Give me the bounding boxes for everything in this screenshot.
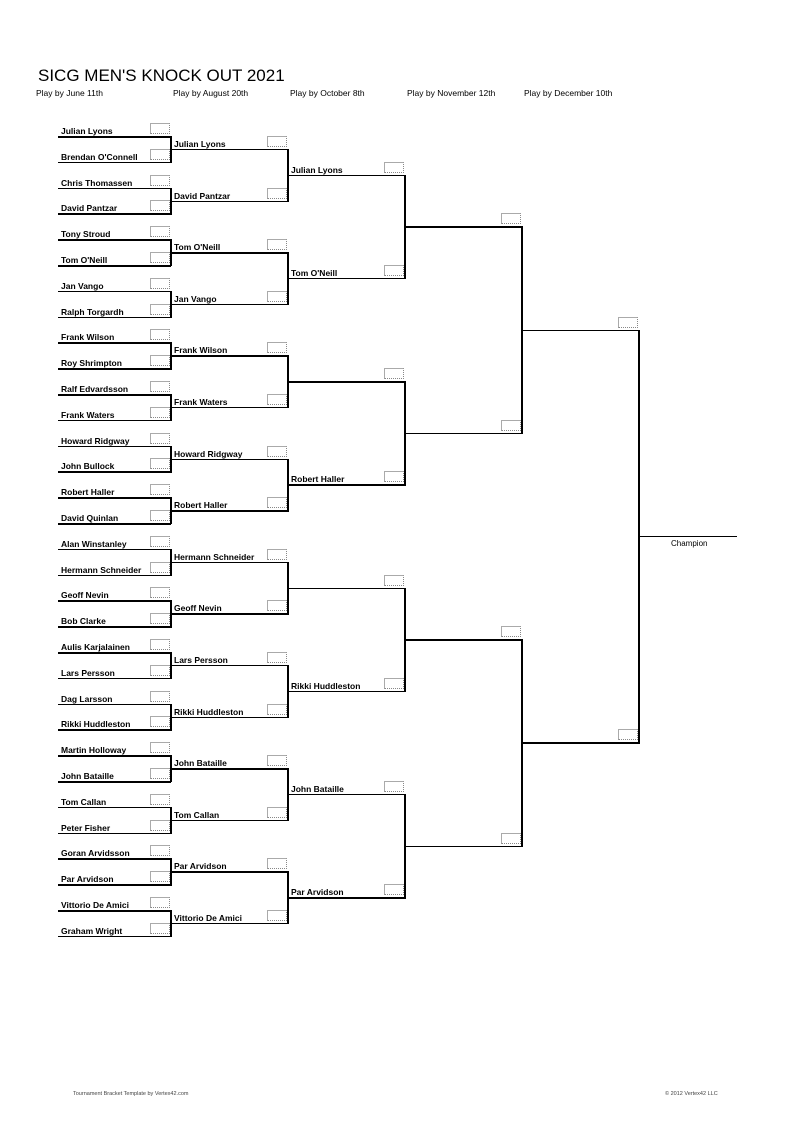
bracket-line (288, 381, 405, 383)
player-name-r1: David Pantzar (61, 203, 118, 214)
player-name-r2: Julian Lyons (174, 138, 226, 149)
player-name-r1: Rikki Huddleston (61, 719, 131, 730)
player-name-r1: Dag Larsson (61, 693, 113, 704)
player-name-r2: Par Arvidson (174, 861, 227, 872)
bracket-line (288, 484, 405, 486)
score-box[interactable] (150, 871, 170, 882)
score-box[interactable] (150, 123, 170, 134)
bracket-line (171, 252, 288, 254)
bracket-line (288, 691, 405, 693)
bracket-line (58, 600, 171, 602)
player-name-r2: Howard Ridgway (174, 448, 243, 459)
score-box[interactable] (150, 665, 170, 676)
score-box[interactable] (267, 807, 287, 818)
player-name-r2: Rikki Huddleston (174, 706, 244, 717)
footer-right: © 2012 Vertex42 LLC (665, 1091, 718, 1097)
player-name-r1: Brendan O'Connell (61, 151, 138, 162)
score-box[interactable] (150, 510, 170, 521)
bracket-line (171, 613, 288, 615)
score-box[interactable] (501, 626, 521, 637)
bracket-line (405, 433, 522, 435)
bracket-line (58, 497, 171, 499)
bracket-line (58, 420, 171, 422)
bracket-line (58, 910, 171, 912)
bracket-line (522, 330, 639, 332)
player-name-r2: Robert Haller (174, 500, 228, 511)
score-box[interactable] (384, 265, 404, 276)
bracket-line (288, 278, 405, 280)
player-name-r1: Tony Stroud (61, 229, 111, 240)
bracket-line (405, 226, 522, 228)
bracket-line (58, 446, 171, 448)
player-name-r2: John Bataille (174, 758, 227, 769)
bracket-title: SICG MEN'S KNOCK OUT 2021 (38, 66, 285, 85)
bracket-line (58, 704, 171, 706)
score-box[interactable] (384, 781, 404, 792)
bracket-line (171, 768, 288, 770)
player-name-r2: Vittorio De Amici (174, 912, 243, 923)
score-box[interactable] (150, 329, 170, 340)
bracket-line (171, 562, 288, 564)
bracket-line (171, 201, 288, 203)
score-box[interactable] (267, 549, 287, 560)
score-box[interactable] (150, 742, 170, 753)
bracket-line (58, 807, 171, 809)
score-box[interactable] (150, 613, 170, 624)
player-name-r2: Tom Callan (174, 809, 220, 820)
score-box[interactable] (150, 381, 170, 392)
player-name-r1: Vittorio De Amici (61, 900, 130, 910)
bracket-line (58, 239, 171, 241)
player-name-r2: Frank Waters (174, 396, 228, 407)
player-name-r1: Lars Persson (61, 667, 115, 678)
bracket-line (288, 175, 405, 177)
round-header-5: Play by December 10th (524, 88, 613, 98)
player-name-r1: Hermann Schneider (61, 564, 142, 575)
bracket-line (58, 342, 171, 344)
score-box[interactable] (150, 149, 170, 160)
player-name-r3: John Bataille (291, 783, 344, 794)
bracket-line (171, 407, 288, 409)
bracket-line (58, 317, 171, 319)
score-box[interactable] (150, 536, 170, 547)
score-box[interactable] (150, 200, 170, 211)
score-box[interactable] (150, 252, 170, 263)
score-box[interactable] (150, 304, 170, 315)
bracket-line (171, 459, 288, 461)
bracket-line (58, 575, 171, 577)
player-name-r1: Ralph Torgardh (61, 306, 124, 317)
score-box[interactable] (267, 394, 287, 405)
score-box[interactable] (267, 239, 287, 250)
score-box[interactable] (150, 820, 170, 831)
bracket-line (639, 536, 737, 538)
score-box[interactable] (150, 845, 170, 856)
score-box[interactable] (150, 691, 170, 702)
score-box[interactable] (267, 446, 287, 457)
player-name-r1: Peter Fisher (61, 822, 111, 833)
player-name-r1: Tom O'Neill (61, 255, 108, 265)
score-box[interactable] (150, 794, 170, 805)
footer-left: Tournament Bracket Template by Vertex42.com (73, 1091, 189, 1097)
bracket-line (171, 871, 288, 873)
score-box[interactable] (267, 858, 287, 869)
bracket-line (58, 136, 171, 138)
score-box[interactable] (384, 678, 404, 689)
player-name-r1: Frank Waters (61, 409, 115, 420)
bracket-line (58, 833, 171, 835)
bracket-line (58, 162, 171, 164)
score-box[interactable] (384, 575, 404, 586)
bracket-line (58, 265, 171, 267)
score-box[interactable] (384, 162, 404, 173)
bracket-line (288, 897, 405, 899)
score-box[interactable] (150, 278, 170, 289)
bracket-line (171, 510, 288, 512)
bracket-line (58, 884, 171, 886)
player-name-r1: Howard Ridgway (61, 435, 130, 446)
bracket-line (171, 820, 288, 822)
bracket-line (58, 523, 171, 525)
score-box[interactable] (267, 910, 287, 921)
score-box[interactable] (150, 458, 170, 469)
bracket-line (58, 858, 171, 860)
player-name-r2: David Pantzar (174, 190, 231, 201)
player-name-r2: Frank Wilson (174, 345, 228, 356)
score-box[interactable] (150, 355, 170, 366)
score-box[interactable] (150, 562, 170, 573)
player-name-r3: Robert Haller (291, 474, 345, 485)
player-name-r3: Julian Lyons (291, 164, 343, 175)
bracket-line (58, 188, 171, 190)
score-box[interactable] (150, 716, 170, 727)
score-box[interactable] (384, 471, 404, 482)
bracket-line (288, 588, 405, 590)
bracket-line (58, 781, 171, 783)
player-name-r1: John Bataille (61, 771, 114, 781)
player-name-r1: Chris Thomassen (61, 177, 133, 188)
bracket-line (58, 368, 171, 370)
player-name-r2: Lars Persson (174, 654, 228, 665)
score-box[interactable] (501, 420, 521, 431)
bracket-line (171, 149, 288, 151)
score-box[interactable] (150, 433, 170, 444)
bracket-line (58, 755, 171, 757)
player-name-r2: Tom O'Neill (174, 242, 221, 253)
player-name-r1: Tom Callan (61, 796, 107, 807)
bracket-line (58, 652, 171, 654)
round-header-2: Play by August 20th (173, 88, 249, 98)
score-box[interactable] (150, 484, 170, 495)
score-box[interactable] (267, 342, 287, 353)
score-box[interactable] (267, 497, 287, 508)
champion-label: Champion (671, 538, 708, 548)
player-name-r1: Jan Vango (61, 280, 104, 291)
bracket-line (405, 846, 522, 848)
score-box[interactable] (150, 407, 170, 418)
player-name-r1: Geoff Nevin (61, 590, 109, 601)
bracket-line (58, 549, 171, 551)
player-name-r2: Jan Vango (174, 293, 217, 304)
player-name-r1: Martin Holloway (61, 745, 127, 756)
player-name-r1: Bob Clarke (61, 616, 106, 627)
score-box[interactable] (501, 833, 521, 844)
score-box[interactable] (267, 188, 287, 199)
bracket-line (171, 923, 288, 925)
player-name-r1: John Bullock (61, 461, 115, 472)
score-box[interactable] (150, 226, 170, 237)
bracket-line (171, 304, 288, 306)
bracket-line (58, 394, 171, 396)
bracket-line (58, 291, 171, 293)
player-name-r2: Geoff Nevin (174, 603, 222, 614)
score-box[interactable] (150, 923, 170, 934)
score-box[interactable] (267, 136, 287, 147)
bracket-line (171, 355, 288, 357)
player-name-r2: Hermann Schneider (174, 551, 255, 562)
bracket-line (58, 936, 171, 938)
player-name-r1: Julian Lyons (61, 126, 113, 136)
player-name-r1: David Quinlan (61, 513, 119, 523)
bracket-line (58, 678, 171, 680)
bracket-line (171, 665, 288, 667)
score-box[interactable] (267, 704, 287, 715)
player-name-r3: Rikki Huddleston (291, 680, 361, 691)
player-name-r1: Aulis Karjalainen (61, 642, 130, 652)
bracket-line (58, 213, 171, 215)
bracket-line (405, 639, 522, 641)
round-header-1: Play by June 11th (36, 88, 103, 98)
score-box[interactable] (267, 652, 287, 663)
score-box[interactable] (150, 768, 170, 779)
round-header-3: Play by October 8th (290, 88, 365, 98)
player-name-r1: Goran Arvidsson (61, 848, 130, 859)
score-box[interactable] (267, 600, 287, 611)
score-box[interactable] (618, 317, 638, 328)
player-name-r1: Alan Winstanley (61, 538, 127, 549)
player-name-r1: Roy Shrimpton (61, 358, 122, 369)
score-box[interactable] (150, 175, 170, 186)
score-box[interactable] (501, 213, 521, 224)
player-name-r3: Tom O'Neill (291, 267, 338, 278)
player-name-r1: Frank Wilson (61, 332, 115, 343)
score-box[interactable] (150, 639, 170, 650)
score-box[interactable] (267, 755, 287, 766)
bracket-line (171, 717, 288, 719)
bracket-line (58, 729, 171, 731)
score-box[interactable] (384, 884, 404, 895)
bracket-line (288, 794, 405, 796)
player-name-r3: Par Arvidson (291, 887, 344, 898)
score-box[interactable] (384, 368, 404, 379)
score-box[interactable] (150, 897, 170, 908)
player-name-r1: Graham Wright (61, 925, 123, 936)
player-name-r1: Par Arvidson (61, 874, 114, 885)
score-box[interactable] (618, 729, 638, 740)
bracket-line (58, 626, 171, 628)
score-box[interactable] (150, 587, 170, 598)
round-header-4: Play by November 12th (407, 88, 496, 98)
player-name-r1: Ralf Edvardsson (61, 384, 129, 394)
bracket-line (58, 471, 171, 473)
bracket-line (522, 742, 639, 744)
score-box[interactable] (267, 291, 287, 302)
player-name-r1: Robert Haller (61, 487, 115, 498)
